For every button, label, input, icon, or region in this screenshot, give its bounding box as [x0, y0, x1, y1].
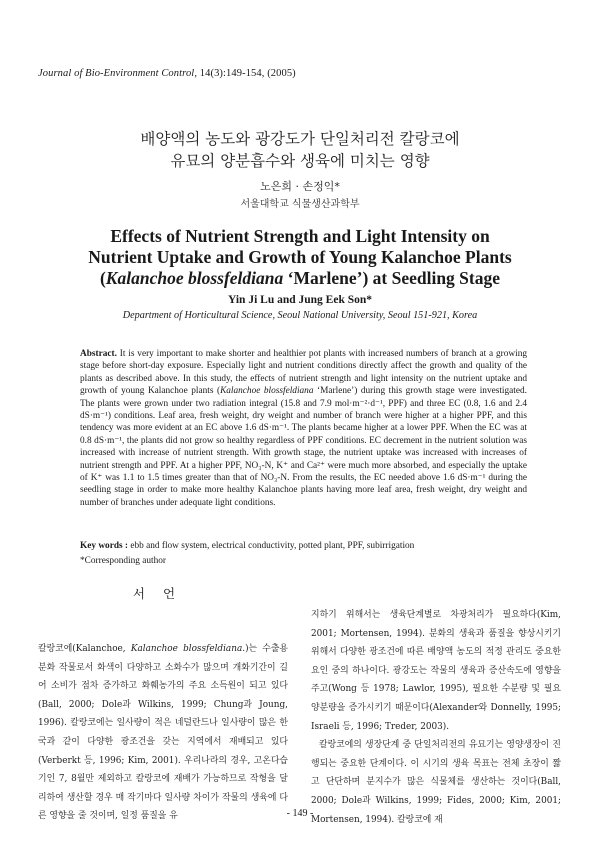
keywords-text: ebb and flow system, electrical conductivity, potted plant, PPF, subirrigation	[128, 541, 415, 551]
abstract-text-part2: ‘Marlene’) during this growth stage were investigated. The plants were grown under two radiation integral (15.8 and 7.9 mol·m⁻²·d⁻¹, PPF) and three EC (0.8, 1.6 and 2.4 dS·m⁻¹) conditions. Leaf area, fresh weight, dry weight and number of branch were higher at a higher PPF, and this tendency was more evident at an EC above 1.6 dS·m⁻¹. The plants became higher at a lower PPF. When the EC was at 0.8 dS·m⁻¹, the plants did not grow so healthy regardless of PPF conditions. EC decrement in the nutrient solution was increased with increase of nutrient strength. With growth stage, the nutrient uptake was increased with increases of nutrient strength and PPF. At a higher PPF, NO₃-N, K⁺ and Ca²⁺ were much more absorbed, and especially the uptake of K⁺ was 1.1 to 1.5 times greater than that of NO₃-N. From the results, the EC needed above 1.6 dS·m⁻¹ during the seedling stage in order to make more healthy Kalanchoe plants having more leaf area, fresh weight, dry weight and number of branches under adequate light conditions.	[80, 386, 527, 508]
journal-citation	[38, 68, 296, 79]
abstract-label: Abstract.	[80, 349, 117, 359]
english-authors: Yin Ji Lu and Jung Eek Son*	[227, 294, 373, 306]
left-p1-a: 칼랑코에(Kalanchoe,	[38, 644, 131, 654]
english-title-line2: Nutrient Uptake and Growth of Young Kalanchoe Plants	[88, 247, 512, 267]
keywords-label: Key words :	[80, 541, 129, 551]
abstract-text-part1: It is very important to make shorter and healthier pot plants with increased numbers of branch at a growing stage before short-day exposure. Especially light and nutrient conditions directly affect the growth and quality of the plants as described above. In this study, the effects of nutrient strength and light intensity on the nutrient uptake and growth of young Kalanchoe plants (	[80, 349, 527, 397]
korean-authors: 노은희 · 손정익*	[260, 180, 340, 193]
left-p1-b: )는 수출용 분화 작물로서 화색이 다양하고 소화수가 많으며 개화기간이 길어 소비가 점차 증가하고 화훼농가의 주요 소득원이 되고 있다(Ball, 2000; Dole과 Wilkins, 1999; Chung과 Joung, 1996). 칼랑코에는 일사량이 적은 네덜란드나 일사량이 많은 한국과 같이 다양한 광조건을 갖는 지역에서 재배되고 있다(Verberkt 등, 1996; Kim, 2001). 우리나라의 경우, 고온다습기인 7, 8월만 제외하고 칼랑코에 재배가 가능하므로 작형을 달리하여 생산할 경우 매 작기마다 일사량 차이가 작물의 생육에 다른 영향을 줄 것이며, 일정 품질을 유	[38, 644, 289, 822]
english-title-line3	[0, 268, 600, 289]
korean-title-line1: 배양액의 농도와 광강도가 단일처리전 칼랑코에	[140, 130, 460, 148]
abstract-species: Kalanchoe blossfeldiana	[220, 386, 314, 397]
keywords	[80, 540, 527, 552]
body-column-left	[38, 606, 288, 826]
title-line3-rest: ‘Marlene’) at Seedling Stage	[283, 268, 501, 288]
right-paragraph-1: 지하기 위해서는 생육단계별로 차광처리가 필요하다(Kim, 2001; Mortensen, 1994). 분화의 생육과 품질을 향상시키기 위해서 다양한 광조건에 따른 배양액 농도의 적정 관리도 중요한 요인 중의 하나이다. 광강도는 작물의 생육과 증산속도에 영향을 주고(Wong 등 1978; Lawlor, 1995), 필요한 수분량 및 필요 양분량을 증가시키기 때문이다(Alexander와 Donnelly, 1995; Israeli 등, 1996; Treder, 2003).	[311, 610, 561, 732]
english-title	[0, 226, 600, 289]
journal-name: Journal of Bio-Environment Control,	[38, 68, 198, 79]
page-number: - 149 -	[286, 808, 314, 819]
left-paragraph	[38, 640, 288, 826]
left-p1-species: Kalanchoe blossfeldiana.	[130, 644, 246, 654]
english-department: Department of Horticultural Science, Seoul National University, Seoul 151-921, Korea	[122, 310, 478, 321]
title-paren: (	[99, 268, 106, 288]
section-heading-introduction: 서언	[132, 586, 194, 601]
korean-affiliation: 서울대학교 식물생산과학부	[240, 199, 360, 210]
english-title-line1: Effects of Nutrient Strength and Light Intensity on	[110, 226, 490, 246]
korean-title	[0, 128, 600, 172]
species-name: Kalanchoe blossfeldiana	[105, 268, 284, 288]
right-paragraph-2: 칼랑코에의 생장단계 중 단일처리전의 유묘기는 영양생장이 진행되는 중요한 단계이다. 이 시기의 생육 목표는 전체 초장이 짧고 단단하며 분지수가 많은 식물체를 생산하는 것이다(Ball, 2000; Dole과 Wilkins, 1999; Fides, 2000; Kim, 2001; Mortensen, 1994). 칼랑코에 재	[311, 740, 561, 825]
korean-title-line2: 유묘의 양분흡수와 생육에 미치는 영향	[170, 152, 430, 170]
corresponding-author-note: *Corresponding author	[80, 556, 166, 566]
journal-volume: 14(3):149-154, (2005)	[199, 68, 296, 79]
body-column-right	[311, 606, 561, 829]
abstract	[80, 348, 527, 509]
